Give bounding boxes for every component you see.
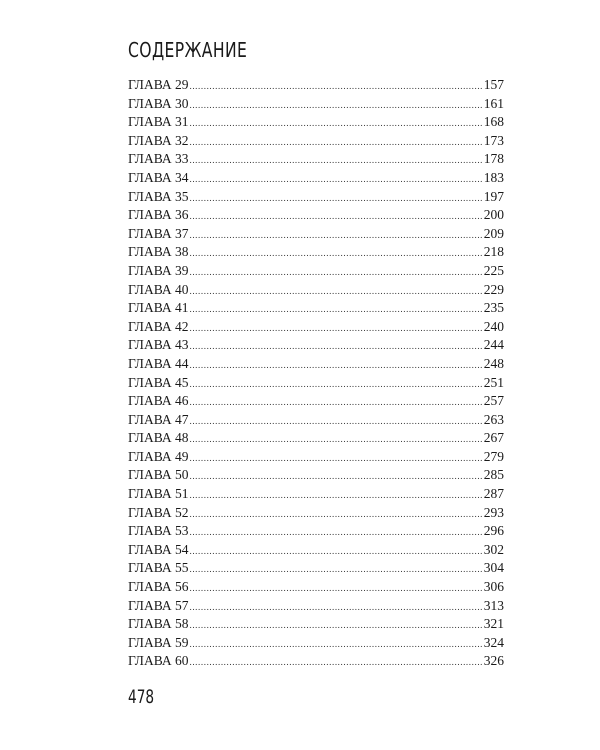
table-of-contents [128,76,504,671]
chapter-page-number: 235 [483,300,504,316]
chapter-label: ГЛАВА 56 [128,579,189,595]
dot-leader [189,300,482,319]
chapter-page-number: 244 [483,337,504,353]
chapter-page-number: 240 [483,318,504,334]
chapter-page-number: 324 [483,634,504,650]
toc-entry [128,466,504,485]
chapter-page-number: 326 [483,653,504,669]
toc-entry [128,652,504,671]
dot-leader [189,598,482,617]
chapter-label: ГЛАВА 30 [128,95,189,111]
chapter-label: ГЛАВА 49 [128,448,189,464]
chapter-page-number: 251 [483,374,504,390]
chapter-label: ГЛАВА 38 [128,244,189,260]
dot-leader [189,77,482,96]
chapter-label: ГЛАВА 59 [128,634,189,650]
chapter-label: ГЛАВА 44 [128,355,189,371]
chapter-label: ГЛАВА 39 [128,262,189,278]
dot-leader [189,579,482,598]
dot-leader [189,467,482,486]
toc-entry [128,522,504,541]
toc-entry [128,559,504,578]
toc-entry [128,318,504,337]
chapter-page-number: 168 [483,114,504,130]
chapter-label: ГЛАВА 57 [128,597,189,613]
dot-leader [189,616,482,635]
chapter-label: ГЛАВА 52 [128,504,189,520]
chapter-label: ГЛАВА 42 [128,318,189,334]
chapter-label: ГЛАВА 47 [128,411,189,427]
dot-leader [189,505,482,524]
dot-leader [189,412,482,431]
chapter-label: ГЛАВА 41 [128,300,189,316]
chapter-page-number: 279 [483,448,504,464]
toc-entry [128,448,504,467]
chapter-page-number: 218 [483,244,504,260]
chapter-label: ГЛАВА 48 [128,430,189,446]
dot-leader [189,560,482,579]
chapter-label: ГЛАВА 54 [128,541,189,557]
chapter-label: ГЛАВА 34 [128,169,189,185]
chapter-page-number: 225 [483,262,504,278]
chapter-page-number: 248 [483,355,504,371]
toc-entry [128,281,504,300]
chapter-label: ГЛАВА 51 [128,486,189,502]
dot-leader [189,282,482,301]
toc-entry [128,262,504,281]
toc-entry [128,169,504,188]
toc-entry [128,206,504,225]
chapter-label: ГЛАВА 32 [128,132,189,148]
chapter-page-number: 285 [483,467,504,483]
toc-entry [128,411,504,430]
dot-leader [189,151,482,170]
chapter-page-number: 306 [483,579,504,595]
chapter-page-number: 263 [483,411,504,427]
toc-entry [128,392,504,411]
toc-entry [128,615,504,634]
dot-leader [189,430,482,449]
chapter-label: ГЛАВА 58 [128,616,189,632]
dot-leader [189,337,482,356]
dot-leader [189,542,482,561]
chapter-page-number: 296 [483,523,504,539]
chapter-page-number: 200 [483,207,504,223]
chapter-label: ГЛАВА 53 [128,523,189,539]
chapter-label: ГЛАВА 35 [128,188,189,204]
chapter-page-number: 209 [483,225,504,241]
chapter-page-number: 302 [483,541,504,557]
dot-leader [189,635,482,654]
toc-entry [128,150,504,169]
chapter-label: ГЛАВА 37 [128,225,189,241]
chapter-label: ГЛАВА 36 [128,207,189,223]
chapter-label: ГЛАВА 46 [128,393,189,409]
dot-leader [189,244,482,263]
toc-entry [128,188,504,207]
chapter-label: ГЛАВА 60 [128,653,189,669]
dot-leader [189,449,482,468]
dot-leader [189,96,482,115]
chapter-page-number: 257 [483,393,504,409]
toc-entry [128,243,504,262]
chapter-label: ГЛАВА 43 [128,337,189,353]
dot-leader [189,319,482,338]
dot-leader [189,523,482,542]
toc-entry [128,578,504,597]
page-title: СОДЕРЖАНИЕ [128,38,248,62]
toc-entry [128,132,504,151]
chapter-page-number: 157 [483,77,504,92]
toc-entry [128,355,504,374]
dot-leader [189,133,482,152]
dot-leader [189,375,482,394]
dot-leader [189,114,482,133]
toc-entry [128,634,504,653]
toc-entry [128,485,504,504]
chapter-label: ГЛАВА 45 [128,374,189,390]
toc-entry [128,336,504,355]
toc-entry [128,113,504,132]
toc-entry [128,504,504,523]
toc-entry [128,429,504,448]
chapter-page-number: 173 [483,132,504,148]
chapter-page-number: 321 [483,616,504,632]
dot-leader [189,356,482,375]
dot-leader [189,226,482,245]
chapter-page-number: 197 [483,188,504,204]
chapter-page-number: 161 [483,95,504,111]
chapter-page-number: 229 [483,281,504,297]
toc-entry [128,95,504,114]
chapter-page-number: 178 [483,151,504,167]
chapter-page-number: 287 [483,486,504,502]
toc-entry [128,76,504,95]
chapter-page-number: 304 [483,560,504,576]
dot-leader [189,207,482,226]
chapter-label: ГЛАВА 50 [128,467,189,483]
dot-leader [189,170,482,189]
dot-leader [189,393,482,412]
toc-entry [128,541,504,560]
page-number: 478 [128,686,155,708]
toc-entry [128,299,504,318]
dot-leader [189,653,482,672]
chapter-page-number: 293 [483,504,504,520]
chapter-label: ГЛАВА 31 [128,114,189,130]
chapter-label: ГЛАВА 29 [128,77,189,92]
dot-leader [189,189,482,208]
chapter-page-number: 183 [483,169,504,185]
chapter-page-number: 267 [483,430,504,446]
chapter-label: ГЛАВА 55 [128,560,189,576]
chapter-label: ГЛАВА 40 [128,281,189,297]
toc-entry [128,225,504,244]
toc-entry [128,374,504,393]
chapter-page-number: 313 [483,597,504,613]
chapter-label: ГЛАВА 33 [128,151,189,167]
toc-entry [128,597,504,616]
dot-leader [189,486,482,505]
dot-leader [189,263,482,282]
